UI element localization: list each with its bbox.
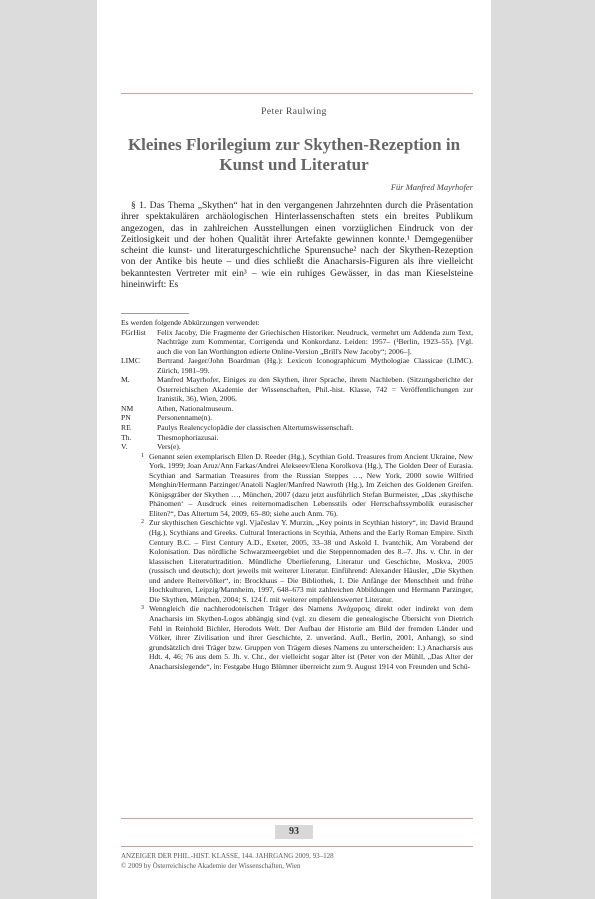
abbreviation-key: V. (121, 442, 128, 452)
footnote (121, 604, 473, 671)
abbreviation-key: M. (121, 375, 130, 385)
abbreviation-entry (121, 328, 473, 357)
footnote-number: 2 (141, 519, 144, 526)
footnote-text: Genannt seien exemplarisch Ellen D. Reeder (Hg.), Scythian Gold. Treasures from Ancient Ukraine, New York, 1999; Joan Aruz/Ann Farkas/Andrei Alekseev/Elena Korolkova (Hg.), The Golden Deer of Eurasia. Scythian and Sarmatian Treasures from the Russian Steppes …, New York, 2000 sowie Wilfried Menghin/Hermann Parzinger/Anatoli Nagler/Manfred Nawroth (Hg.), Im Zeichen des Goldenen Greifen. Königsgräber der Skythen …, München, 2007 (dazu jetzt ausführlich Stefan Burmeister, „Das ‚skythische Phänomen‘ – Ausdruck eines reiternomadischen Lebensstils oder Herrschaftssymbolik eurasischer Eliten?“, Das Altertum 54, 2009, 65–80; siehe auch Anm. 76). (149, 451, 473, 518)
document-page (97, 0, 491, 899)
abbreviation-key: FGrHist (121, 327, 146, 337)
journal-citation: ANZEIGER DER PHIL.-HIST. KLASSE, 144. JAHRGANG 2009, 93–128 (121, 852, 334, 860)
footnote (121, 452, 473, 519)
abbreviation-value: Felix Jacoby, Die Fragmente der Griechischen Historiker. Neudruck, vermehrt um Addenda zum Text, Nachträge zum Kommentar, Corrigenda und Konkordanz. Leiden: 1957– (¹Berlin, 1923–55). [Vgl. auch die von Ian Worthington edierte Online-Version „Brill's New Jacoby“; 2006–]. (157, 327, 473, 356)
abbreviation-key: NM (121, 403, 134, 413)
article-author: Peter Raulwing (261, 107, 327, 117)
abbreviation-key: RE (121, 423, 131, 433)
abbreviation-entry (121, 433, 473, 443)
footnote-rule (121, 313, 189, 314)
abbreviations-list (121, 328, 473, 452)
abbreviation-entry (121, 442, 473, 452)
page-number: 93 (275, 825, 313, 839)
abbreviation-entry (121, 423, 473, 433)
page-number-rule-bottom (121, 846, 473, 847)
right-margin (491, 0, 595, 899)
abbreviation-entry (121, 404, 473, 414)
dedication: Für Manfred Mayrhofer (390, 182, 473, 192)
left-margin (0, 0, 97, 899)
abbreviation-value: Paulys Realencyclopädie der classischen Altertumswissenschaft. (157, 423, 354, 433)
footnote-text: Zur skythischen Geschichte vgl. Vjačeslav Y. Murzin, „Key points in Scythian history“, in: David Braund (Hg.), Scythians and Greeks. Cultural Interactions in Scythia, Athens and the Early Roman Empire. Sixth Century B.C. – First Century A.D., Exeter, 2005, 33–38 und Askold I. Ivantchik, Am Vorabend der Kolonisation. Das nördliche Schwarzmeergebiet und die Steppennomaden des 8.–7. Jhs. v. Chr. in der klassischen Literaturtradition. Mündliche Überlieferung, Literatur und Geschichte, Moskva, 2005 (russisch und deutsch); dort jeweils mit weiterer Literatur. Einführend: Alexander Häusler, „Die Skythen und andere Reitervölker“, in: Brockhaus – Die Bibliothek, 1. Die Anfänge der Menschheit und frühe Hochkulturen, Leipzig/Mannheim, 1997, 648–673 mit zahlreichen Abbildungen und Hermann Parzinger, Die Skythen, München, 2004; S. 124 f. mit weiterer empfehlenswerter Literatur. (149, 518, 473, 604)
footnote (121, 518, 473, 604)
page-number-rule-top (121, 818, 473, 819)
abbreviation-entry (121, 413, 473, 423)
abbreviation-value: Bertrand Jaeger/John Boardman (Hg.): Lexicon Iconographicum Mythologiae Classicae (LIMC). Zürich, 1981–99. (157, 356, 473, 375)
footnote-list (121, 452, 473, 672)
copyright-line: © 2009 by Österreichische Akademie der Wissenschaften, Wien (121, 861, 301, 870)
abbreviation-value: Thesmophoriazusai. (157, 432, 219, 442)
body-text (121, 200, 473, 290)
footnotes-section (121, 318, 473, 671)
article-title: Kleines Florilegium zur Skythen-Rezeption in Kunst und Literatur (127, 135, 461, 174)
abbreviation-entry (121, 356, 473, 375)
abbreviation-value: Manfred Mayrhofer, Einiges zu den Skythen, ihrer Sprache, ihrem Nachleben. (Sitzungsberichte der Österreichischen Akademie der Wissenschaften, Phil.-hist. Klasse, 742 = Veröffentlichungen zur Iranistik, 36), Wien, 2006. (157, 375, 473, 404)
footnote-number: 1 (141, 452, 144, 459)
abbreviation-value: Personenname(n). (157, 413, 213, 423)
footnote-text: Wenngleich die nachherodoteischen Träger des Namens Ἀνάχαρσις direkt oder indirekt von dem Anacharsis im Skythen-Logos abhängig sind (vgl. zu diesem die genealogische Übersicht von Dietrich Fehl in Reinhold Bichler, Herodots Welt. Der Aufbau der Historie am Bild der fremden Länder und Völker, ihrer Zivilisation und ihrer Geschichte, 2. unveränd. Aufl., Berlin, 2001, Anhang), so sind grundsätzlich drei Träger bzw. Gruppen von Trägern dieses Namens zu unterscheiden: 1.) Anacharsis aus Hdt. 4, 46; 76 aus dem 5. Jh. v. Chr., der vielleicht sogar älter ist (Peter von der Mühll, „Das Alter der Anacharsislegende“, in: Festgabe Hugo Blümner überreicht zum 9. August 1914 von Freunden und Schü- (149, 604, 473, 671)
journal-footer (121, 852, 473, 871)
abbreviation-key: LIMC (121, 356, 140, 366)
abbreviation-value: Athen, Nationalmuseum. (157, 403, 234, 413)
abbreviations-intro: Es werden folgende Abkürzungen verwendet: (121, 318, 260, 327)
body-paragraph: § 1. Das Thema „Skythen“ hat in den vergangenen Jahrzehnten durch die Präsentation ihrer spektakulären archäologischen Hinterlassenschaften stets ein breites Publikum angezogen, das in zahlreichen Ausstellungen einen vorzüglichen Eindruck von der Zeitlosigkeit und der hohen Qualität ihrer Artefakte gewinnen konnte.¹ Demgegenüber scheint die kunst- und literaturgeschichtliche Spurensuche² nach der Skythen-Rezeption von der Antike bis heute – und dies schließt die Anacharsis-Figuren als ihre vielleicht bekanntesten Vertreter mit ein³ – wie ein ruhiges Gewässer, in das man Kieselsteine hineinwirft: Es (121, 200, 473, 291)
abbreviation-key: Th. (121, 432, 132, 442)
abbreviation-key: PN (121, 413, 131, 423)
footnote-number: 3 (141, 605, 144, 612)
header-rule (121, 93, 473, 94)
abbreviation-entry (121, 375, 473, 404)
abbreviation-value: Vers(e). (157, 442, 181, 452)
